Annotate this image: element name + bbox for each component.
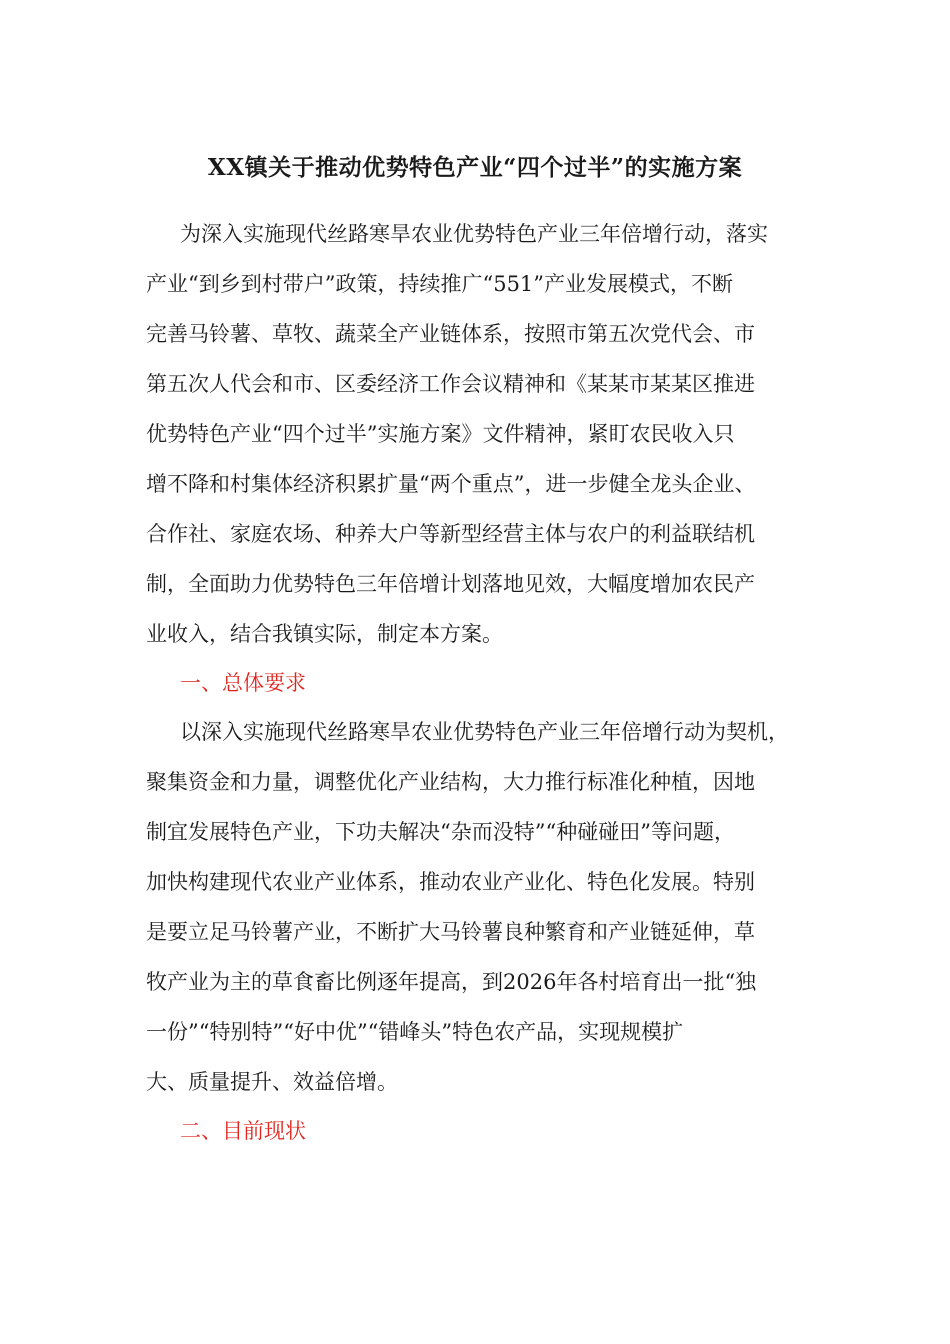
intro-line: 合作社、家庭农场、种养大户等新型经营主体与农户的利益联结机 bbox=[146, 522, 755, 546]
section1-line: 大、质量提升、效益倍增。 bbox=[146, 1070, 398, 1094]
section1-line: 是要立足马铃薯产业，不断扩大马铃薯良种繁育和产业链延伸，草 bbox=[146, 920, 755, 944]
intro-line: 业收入，结合我镇实际，制定本方案。 bbox=[146, 622, 503, 646]
section1-line: 聚集资金和力量，调整优化产业结构，大力推行标准化种植，因地 bbox=[146, 770, 755, 794]
intro-line: 产业“到乡到村带户”政策，持续推广“551”产业发展模式，不断 bbox=[146, 272, 734, 296]
intro-line: 第五次人代会和市、区委经济工作会议精神和《某某市某某区推进 bbox=[146, 372, 755, 396]
section-heading-overall-requirements: 一、总体要求 bbox=[180, 671, 306, 695]
section1-line: 一份”“特别特”“好中优”“错峰头”特色农产品，实现规模扩 bbox=[146, 1020, 684, 1044]
intro-line: 优势特色产业“四个过半”实施方案》文件精神，紧盯农民收入只 bbox=[146, 422, 735, 446]
section1-line: 以深入实施现代丝路寒旱农业优势特色产业三年倍增行动为契机， bbox=[180, 720, 789, 744]
document-title: XX镇关于推动优势特色产业“四个过半”的实施方案 bbox=[207, 154, 743, 181]
section1-line: 牧产业为主的草食畜比例逐年提高，到2026年各村培育出一批“独 bbox=[146, 970, 757, 994]
intro-line: 增不降和村集体经济积累扩量“两个重点”，进一步健全龙头企业、 bbox=[146, 472, 756, 496]
intro-line: 完善马铃薯、草牧、蔬菜全产业链体系，按照市第五次党代会、市 bbox=[146, 322, 755, 346]
section-heading-current-status: 二、目前现状 bbox=[180, 1119, 306, 1143]
intro-line: 制，全面助力优势特色三年倍增计划落地见效，大幅度增加农民产 bbox=[146, 572, 755, 596]
section1-line: 加快构建现代农业产业体系，推动农业产业化、特色化发展。特别 bbox=[146, 870, 755, 894]
intro-line: 为深入实施现代丝路寒旱农业优势特色产业三年倍增行动，落实 bbox=[180, 222, 768, 246]
section1-line: 制宜发展特色产业，下功夫解决“杂而没特”“种碰碰田”等问题， bbox=[146, 820, 735, 844]
